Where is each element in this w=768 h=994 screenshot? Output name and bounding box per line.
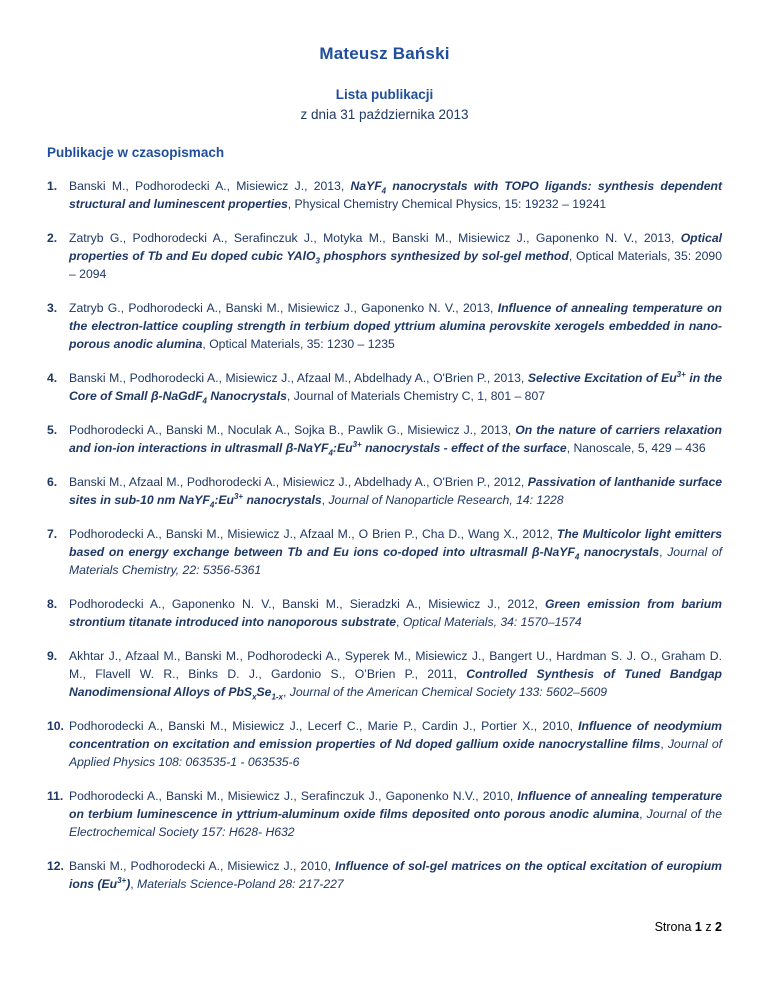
list-header [47,85,722,125]
publication-text [69,299,722,353]
footer-page-number: 1 [694,920,702,934]
publication-title: Influence of annealing temperature on terbium luminescence in yttrium-aluminum oxide films deposited onto porous anodic alumina [69,789,722,821]
publication-authors: Podhorodecki A., Banski M., Misiewicz J., Serafinczuk J., Gaponenko N.V., 2010, [69,789,518,803]
publication-number: 5. [47,423,58,437]
publication-separator: , [639,807,647,821]
publication-number: 7. [47,527,58,541]
publication-title: Influence of sol-gel matrices on the optical excitation of europium ions $(Eu^{3+})$ [69,859,722,891]
publication-text [69,229,722,283]
publication-number: 11. [47,789,64,803]
publication-journal: Optical Materials, 35: 2090 – 2094 [69,249,722,281]
publication-separator: , [202,337,210,351]
publication-authors: Podhorodecki A., Gaponenko N. V., Banski M., Sieradzki A., Misiewicz J., 2012, [69,597,545,611]
publication-authors: Banski M., Podhorodecki A., Misiewicz J., 2010, [69,859,335,873]
publication-journal: Optical Materials, 34: 1570–1574 [402,615,582,629]
publication-title: On the nature of carriers relaxation and ion-ion interactions in ultrasmall $\beta-NaYF_4:Eu^{3+}$ nanocrystals - effect of the surface [69,423,722,458]
publication-text [69,177,722,213]
publication-item [47,229,722,283]
publication-number: 3. [47,301,58,315]
publication-number: 1. [47,179,58,193]
publication-text [69,717,722,771]
publication-item [47,787,722,841]
publication-journal: Materials Science-Poland 28: 217-227 [137,877,344,891]
publication-authors: Akhtar J., Afzaal M., Banski M., Podhorodecki A., Syperek M., Misiewicz J., Bangert U., Hardman S. J. O., Graham D. M., Flavell W. R., Binks D. J., Gardonio S., O’Brien P., 2011, [69,649,722,681]
publication-text [69,857,722,893]
publication-item [47,473,722,509]
publication-title: The Multicolor light emitters based on energy exchange between Tb and Eu ions co-doped into ultrasmall β-NaYF$_4$ nanocrystals [69,527,722,562]
publication-text [69,473,722,509]
publication-title: Selective Excitation of $Eu^{3+}$ in the Core of Small β-NaGdF$_4$ Nanocrystals [69,369,722,406]
publication-number: 9. [47,649,58,663]
publication-title: NaYF$_4$ nanocrystals with TOPO ligands: synthesis dependent structural and luminescent properties [69,179,722,211]
publication-item [47,595,722,631]
publication-title: Controlled Synthesis of Tuned Bandgap Nanodimensional Alloys of $PbS_xSe_{1-x}$ [69,667,722,702]
publication-separator: , [321,493,329,507]
publication-separator: , [286,389,294,403]
publication-text [69,595,722,631]
page-footer [655,920,722,934]
publication-number: 12. [47,859,64,873]
publication-separator: , [566,441,574,455]
publication-text [69,647,722,701]
publication-item [47,177,722,213]
publication-number: 10. [47,719,64,733]
publication-journal: Optical Materials, 35: 1230 – 1235 [209,337,395,351]
publication-item [47,299,722,353]
publication-authors: Banski M., Afzaal M., Podhorodecki A., Misiewicz J., Abdelhady A., O'Brien P., 2012, [69,475,528,489]
publication-separator: , [287,197,295,211]
publication-authors: Podhorodecki A., Banski M., Noculak A., Sojka B., Pawlik G., Misiewicz J., 2013, [69,423,516,437]
publication-title: Green emission from barium strontium titanate introduced into nanoporous substrate [69,597,722,629]
publication-item [47,857,722,893]
publication-separator: , [660,737,668,751]
publication-item [47,421,722,457]
publication-title: Optical properties of Tb and Eu doped cubic YAlO$_3$ phosphors synthesized by sol-gel method [69,231,722,266]
publication-text [69,525,722,579]
publication-item [47,525,722,579]
publication-title: Influence of annealing temperature on the electron-lattice coupling strength in terbium doped yttrium alumina perovskite xerogels embedded in nano-porous anodic alumina [69,301,722,351]
publication-journal: Journal of Applied Physics 108: 063535-1 - 063535-6 [69,737,722,769]
publication-authors: Banski M., Podhorodecki A., Misiewicz J., Afzaal M., Abdelhady A., O'Brien P., 2013, [69,371,528,385]
publication-number: 2. [47,231,58,245]
list-date: z dnia 31 października 2013 [300,107,469,122]
publication-authors: Zatryb G., Podhorodecki A., Banski M., Misiewicz J., Gaponenko N. V., 2013, [69,301,498,315]
footer-page-total: 2 [715,920,722,934]
publication-separator: , [130,877,138,891]
publication-journal: Journal of the American Chemical Society 133: 5602–5609 [289,685,608,699]
publication-item [47,369,722,405]
footer-separator: z [701,920,716,934]
publication-authors: Podhorodecki A., Banski M., Misiewicz J., Lecerf C., Marie P., Cardin J., Portier X., 2010, [69,719,579,733]
list-title: Lista publikacji [335,87,434,102]
publication-item [47,647,722,701]
publication-journal: Journal of Nanoparticle Research, 14: 1228 [328,493,564,507]
publication-authors: Zatryb G., Podhorodecki A., Serafinczuk J., Motyka M., Banski M., Misiewicz J., Gaponenko N. V., 2013, [69,231,681,245]
publication-number: 8. [47,597,58,611]
publication-journal: Nanoscale, 5, 429 – 436 [573,441,706,455]
publication-authors: Podhorodecki A., Banski M., Misiewicz J., Afzaal M., O Brien P., Cha D., Wang X., 2012, [69,527,557,541]
publication-number: 6. [47,475,58,489]
publication-title: Passivation of lanthanide surface sites in sub-10 nm $NaYF_4:Eu^{3+}$ nanocrystals [69,475,722,510]
footer-prefix: Strona [654,920,695,934]
publication-text [69,421,722,457]
publication-journal: Journal of the Electrochemical Society 157: H628- H632 [69,807,722,839]
publication-list [47,177,722,893]
publication-journal: Journal of Materials Chemistry C, 1, 801 – 807 [293,389,546,403]
publication-separator: , [396,615,403,629]
publication-separator: , [568,249,576,263]
publication-item [47,717,722,771]
publication-separator: , [659,545,668,559]
publication-authors: Banski M., Podhorodecki A., Misiewicz J., 2013, [69,179,351,193]
publication-number: 4. [47,371,58,385]
section-title: Publikacje w czasopismach [47,145,225,160]
publication-title: Influence of neodymium concentration on excitation and emission properties of Nd doped gallium oxide nanocrystalline films [69,719,722,751]
publication-journal: Journal of Materials Chemistry, 22: 5356-5361 [69,545,722,577]
publication-text [69,369,722,405]
publication-journal: Physical Chemistry Chemical Physics, 15: 19232 – 19241 [294,197,607,211]
publication-text [69,787,722,841]
author-name: Mateusz Bański [319,44,450,63]
publication-separator: , [283,685,290,699]
